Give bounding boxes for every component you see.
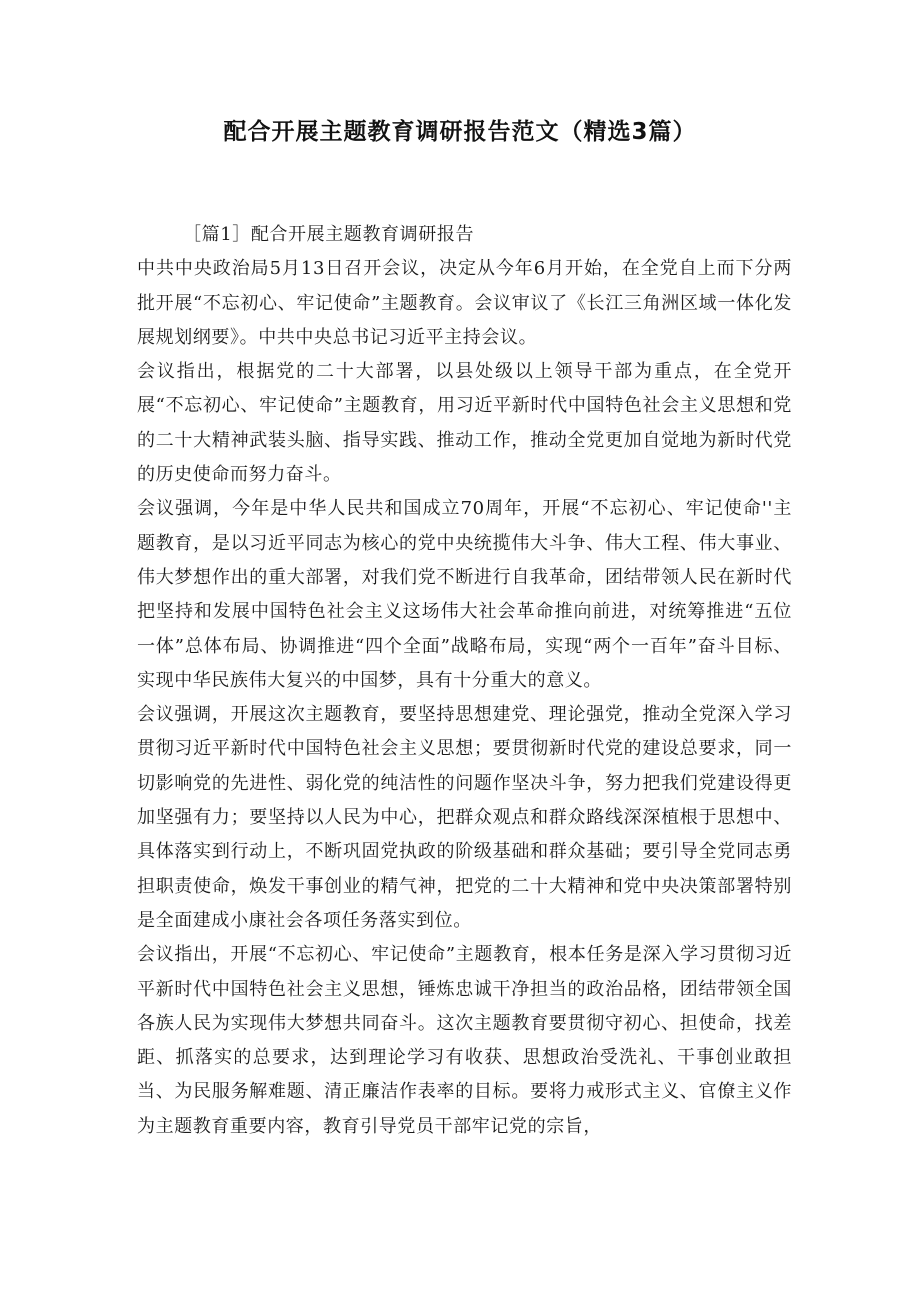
paragraph-5: 会议指出，开展“不忘初心、牢记使命”主题教育，根本任务是深入学习贯彻习近平新时代中国特色社会主义思想，锤炼忠诚干净担当的政治品格，团结带领全国各族人民为实现伟大梦想共同奋斗。这次主题教育要贯彻守初心、担使命，找差距、抓落实的总要求，达到理论学习有收获、思想政治受洗礼、干事创业敢担当、为民服务解难题、清正廉洁作表率的目标。要将力戒形式主义、官僚主义作为主题教育重要内容，教育引导党员干部牢记党的宗旨， — [137, 944, 792, 1137]
document-body — [137, 218, 792, 1144]
paragraph-3: 会议强调，今年是中华人民共和国成立70周年，开展“不忘初心、牢记使命''主题教育，是以习近平同志为核心的党中央统揽伟大斗争、伟大工程、伟大事业、伟大梦想作出的重大部署，对我们党不断进行自我革命，团结带领人民在新时代把坚持和发展中国特色社会主义这场伟大社会革命推向前进，对统筹推进“五位一体”总体布局、协调推进“四个全面”战略布局，实现“两个一百年”奋斗目标、实现中华民族伟大复兴的中国梦，具有十分重大的意义。 — [137, 498, 792, 691]
paragraph-1: 中共中央政治局5月13日召开会议，决定从今年6月开始，在全党自上而下分两批开展“不忘初心、牢记使命”主题教育。会议审议了《长江三角洲区域一体化发展规划纲要》。中共中央总书记习近平主持会议。 — [137, 258, 792, 348]
paragraph-2: 会议指出，根据党的二十大部署，以县处级以上领导干部为重点，在全党开展“不忘初心、牢记使命”主题教育，用习近平新时代中国特色社会主义思想和党的二十大精神武装头脑、指导实践、推动工作，推动全党更加自觉地为新时代党的历史使命而努力奋斗。 — [137, 361, 792, 486]
section-heading: ［篇1］配合开展主题教育调研报告 — [183, 224, 475, 245]
paragraph-4: 会议强调，开展这次主题教育，要坚持思想建党、理论强党，推动全党深入学习贯彻习近平新时代中国特色社会主义思想；要贯彻新时代党的建设总要求，同一切影响党的先进性、弱化党的纯洁性的问题作坚决斗争，努力把我们党建设得更加坚强有力；要坚持以人民为中心，把群众观点和群众路线深深植根于思想中、具体落实到行动上，不断巩固党执政的阶级基础和群众基础；要引导全党同志勇担职责使命，焕发干事创业的精气神，把党的二十大精神和党中央决策部署特别是全面建成小康社会各项任务落实到位。 — [137, 704, 792, 931]
document-title: 配合开展主题教育调研报告范文（精选3篇） — [223, 119, 697, 145]
